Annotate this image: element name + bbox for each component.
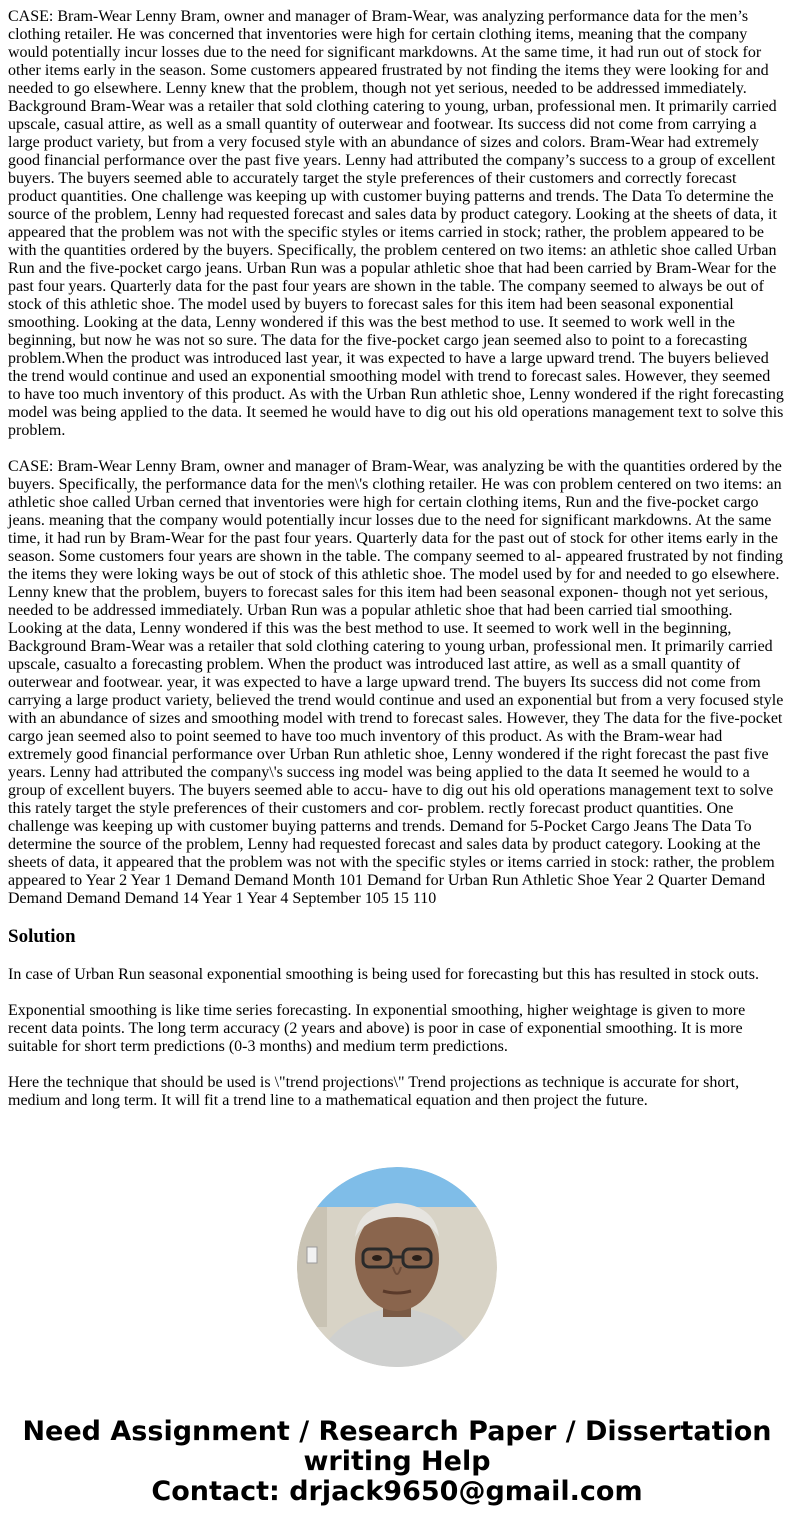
footer-contact: Contact: drjack9650@gmail.com bbox=[151, 1476, 643, 1507]
footer-banner bbox=[8, 1417, 786, 1507]
avatar-container bbox=[8, 1167, 786, 1367]
solution-paragraph-2: Exponential smoothing is like time series forecasting. In exponential smoothing, higher weightage is given to more recent data points. The long term accuracy (2 years and above) is poor in case of exponential smoothing. It is more suitable for short term predictions (0-3 months) and medium term predictions. bbox=[8, 1002, 746, 1055]
author-avatar bbox=[297, 1167, 497, 1367]
solution-paragraph-3: Here the technique that should be used is \"trend projections\" Trend projections as technique is accurate for short, medium and long term. It will fit a trend line to a mathematical equation and then project the future. bbox=[8, 1074, 740, 1109]
solution-paragraph-1: In case of Urban Run seasonal exponential smoothing is being used for forecasting but this has resulted in stock outs. bbox=[8, 966, 759, 983]
solution-heading: Solution bbox=[8, 926, 76, 947]
case-paragraph-2: CASE: Bram-Wear Lenny Bram, owner and manager of Bram-Wear, was analyzing be with the quantities ordered by the buyers. Specifically, the performance data for the men\'s clothing retailer. He was con problem centered on two items: an athletic shoe called Urban cerned that inventories were high for certain clothing items, Run and the five-pocket cargo jeans. meaning that the company would potentially incur losses due to the need for significant markdowns. At the same time, it had run by Bram-Wear for the past four years. Quarterly data for the past out of stock for other items early in the season. Some customers four years are shown in the table. The company seemed to al- appeared frustrated by not finding the items they were loking ways be out of stock of this athletic shoe. The model used by for and needed to go elsewhere. Lenny knew that the problem, buyers to forecast sales for this item had been seasonal exponen- though not yet serious, needed to be addressed immediately. Urban Run was a popular athletic shoe that had been carried tial smoothing. Looking at the data, Lenny wondered if this was the best method to use. It seemed to work well in the beginning, Background Bram-Wear was a retailer that sold clothing catering to young urban, professional men. It primarily carried upscale, casualto a forecasting problem. When the product was introduced last attire, as well as a small quantity of outerwear and footwear. year, it was expected to have a large upward trend. The buyers Its success did not come from carrying a large product variety, believed the trend would continue and used an exponential but from a very focused style with an abundance of sizes and smoothing model with trend to forecast sales. However, they The data for the five-pocket cargo jean seemed also to point seemed to have too much inventory of this product. As with the Bram-wear had extremely good financial performance over Urban Run athletic shoe, Lenny wondered if the right forecast the past five years. Lenny had attributed the company\'s success ing model was being applied to the data It seemed he would to a group of excellent buyers. The buyers seemed able to accu- have to dig out his old operations management text to solve this rately target the style preferences of their customers and cor- problem. rectly forecast product quantities. One challenge was keeping up with customer buying patterns and trends. Demand for 5-Pocket Cargo Jeans The Data To determine the source of the problem, Lenny had requested forecast and sales data by product category. Looking at the sheets of data, it appeared that the problem was not with the specific styles or items carried in stock: rather, the problem appeared to Year 2 Year 1 Demand Demand Month 101 Demand for Urban Run Athletic Shoe Year 2 Quarter Demand Demand Demand Demand 14 Year 1 Year 4 September 105 15 110 bbox=[8, 458, 784, 907]
footer-line-2: writing Help bbox=[303, 1446, 491, 1477]
footer-line-1: Need Assignment / Research Paper / Dissertation bbox=[22, 1416, 772, 1447]
case-paragraph-1: CASE: Bram-Wear Lenny Bram, owner and manager of Bram-Wear, was analyzing performance data for the men’s clothing retailer. He was concerned that inventories were high for certain clothing items, meaning that the company would potentially incur losses due to the need for significant markdowns. At the same time, it had run out of stock for other items early in the season. Some customers appeared frustrated by not finding the items they were looking for and needed to go elsewhere. Lenny knew that the problem, though not yet serious, needed to be addressed immediately. Background Bram-Wear was a retailer that sold clothing catering to young, urban, professional men. It primarily carried upscale, casual attire, as well as a small quantity of outerwear and footwear. Its success did not come from carrying a large product variety, but from a very focused style with an abundance of sizes and colors. Bram-Wear had extremely good financial performance over the past five years. Lenny had attributed the company’s success to a group of excellent buyers. The buyers seemed able to accurately target the style preferences of their customers and correctly forecast product quantities. One challenge was keeping up with customer buying patterns and trends. The Data To determine the source of the problem, Lenny had requested forecast and sales data by product category. Looking at the sheets of data, it appeared that the problem was not with the specific styles or items carried in stock; rather, the problem appeared to be with the quantities ordered by the buyers. Specifically, the problem centered on two items: an athletic shoe called Urban Run and the five-pocket cargo jeans. Urban Run was a popular athletic shoe that had been carried by Bram-Wear for the past four years. Quarterly data for the past four years are shown in the table. The company seemed to always be out of stock of this athletic shoe. The model used by buyers to forecast sales for this item had been seasonal exponential smoothing. Looking at the data, Lenny wondered if this was the best method to use. It seemed to work well in the beginning, but now he was not so sure. The data for the five-pocket cargo jean seemed also to point to a forecasting problem.When the product was introduced last year, it was expected to have a large upward trend. The buyers believed the trend would continue and used an exponential smoothing model with trend to forecast sales. However, they seemed to have too much inventory of this product. As with the Urban Run athletic shoe, Lenny wondered if the right forecasting model was being applied to the data. It seemed he would have to dig out his old operations management text to solve this problem. bbox=[8, 8, 784, 439]
